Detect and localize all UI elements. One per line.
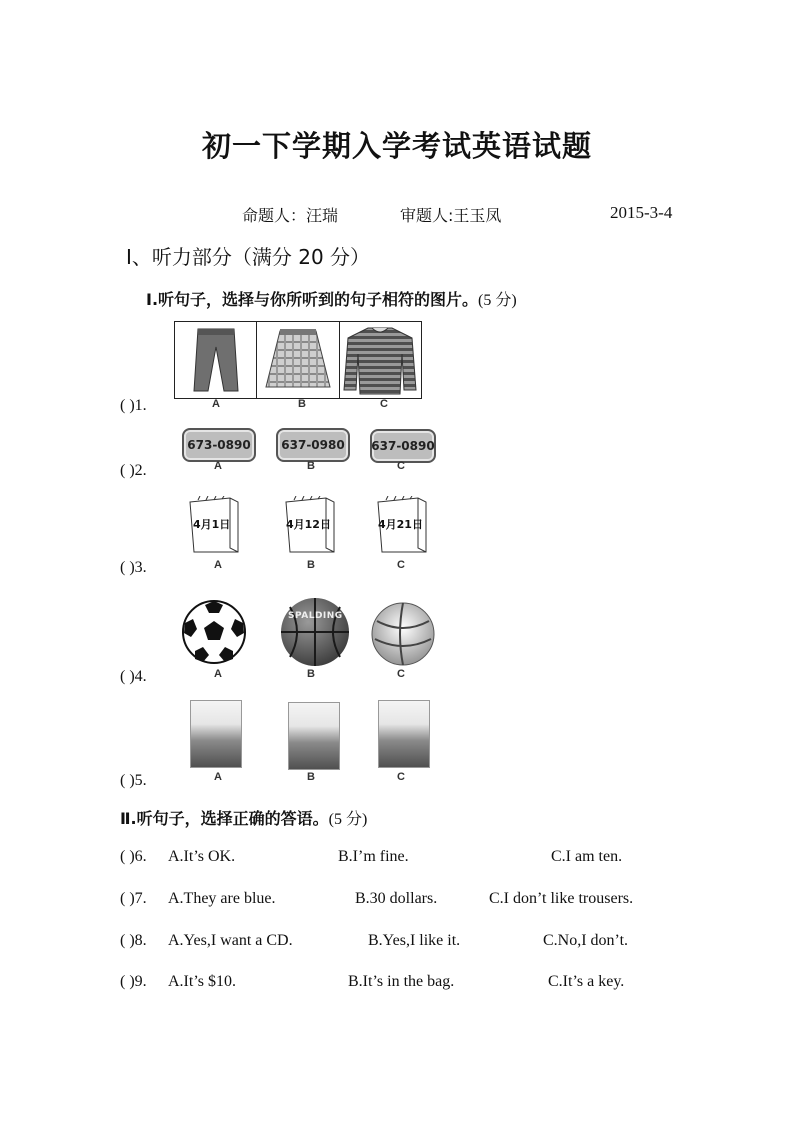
- trousers-icon: [175, 322, 257, 398]
- calendar-icon-a: [186, 496, 242, 554]
- q5-caption-c: C: [397, 771, 405, 783]
- q6-number: ( )6.: [120, 848, 147, 865]
- q7-option-b: B.30 dollars.: [355, 890, 438, 907]
- q3-label-a: 4月1日: [193, 518, 231, 531]
- q1-number: ( )1.: [120, 397, 147, 414]
- q9-option-c: C.It’s a key.: [548, 973, 625, 990]
- q7-option-a: A.They are blue.: [168, 890, 276, 907]
- q1-caption-b: B: [298, 398, 306, 410]
- q7-number: ( )7.: [120, 890, 147, 907]
- calendar-icon-b: [282, 496, 338, 554]
- q5-caption-b: B: [307, 771, 315, 783]
- page-title: 初一下学期入学考试英语试题: [201, 129, 592, 163]
- q4-number: ( )4.: [120, 668, 147, 685]
- q2-option-b: 637-0980: [276, 428, 350, 462]
- q3-label-c: 4月21日: [378, 518, 423, 531]
- q8-option-b: B.Yes,I like it.: [368, 932, 461, 949]
- reviewer: 审题人:王玉凤: [400, 206, 502, 225]
- q9-number: ( )9.: [120, 973, 147, 990]
- q2-caption-b: B: [307, 460, 315, 472]
- q1-caption-a: A: [212, 398, 220, 410]
- q6-option-b: B.I’m fine.: [338, 848, 409, 865]
- author: 命题人：汪瑞: [242, 206, 339, 225]
- volleyball-icon: [371, 601, 435, 672]
- part-i-points: (5 分): [478, 292, 517, 309]
- q3-caption-b: B: [307, 559, 315, 571]
- q3-number: ( )3.: [120, 559, 147, 576]
- sweater-icon: [340, 322, 421, 398]
- part-ii-heading: [120, 806, 367, 829]
- q5-number: ( )5.: [120, 772, 147, 789]
- basketball-brand: SPALDING: [288, 611, 343, 621]
- book-cover-icon-a: [190, 700, 242, 768]
- q7-option-c: C.I don’t like trousers.: [489, 890, 634, 907]
- book-cover-icon-b: [288, 702, 340, 770]
- q9-option-a: A.It’s $10.: [168, 973, 236, 990]
- q2-number: ( )2.: [120, 462, 147, 479]
- q4-caption-c: C: [397, 668, 405, 680]
- q4-caption-a: A: [214, 668, 222, 680]
- q2-caption-a: A: [214, 460, 222, 472]
- section-heading: Ⅰ、听力部分（满分 20 分）: [126, 245, 371, 269]
- q2-option-c: 637-0890: [370, 429, 436, 463]
- q1-caption-c: C: [380, 398, 388, 410]
- q3-label-b: 4月12日: [286, 518, 331, 531]
- q3-caption-c: C: [397, 559, 405, 571]
- q3-caption-a: A: [214, 559, 222, 571]
- q8-number: ( )8.: [120, 932, 147, 949]
- soccer-ball-icon: [181, 599, 247, 670]
- q1-pictures: [174, 321, 422, 399]
- q4-caption-b: B: [307, 668, 315, 680]
- q8-option-a: A.Yes,I want a CD.: [168, 932, 293, 949]
- calendar-icon-c: [374, 496, 430, 554]
- q6-option-a: A.It’s OK.: [168, 848, 236, 865]
- part-i-title: Ⅰ.听句子，选择与你所听到的句子相符的图片。: [146, 290, 479, 309]
- basketball-icon: [278, 597, 352, 672]
- book-cover-icon-c: [378, 700, 430, 768]
- skirt-icon: [257, 322, 339, 398]
- q9-option-b: B.It’s in the bag.: [348, 973, 455, 990]
- q8-option-c: C.No,I don’t.: [543, 932, 629, 949]
- q2-caption-c: C: [397, 460, 405, 472]
- q5-caption-a: A: [214, 771, 222, 783]
- part-i-heading: [146, 287, 517, 310]
- part-ii-title: Ⅱ.听句子，选择正确的答语。: [120, 809, 329, 828]
- q2-option-a: 673-0890: [182, 428, 256, 462]
- q6-option-c: C.I am ten.: [551, 848, 623, 865]
- exam-date: 2015-3-4: [610, 203, 673, 222]
- part-ii-points: (5 分): [328, 811, 368, 828]
